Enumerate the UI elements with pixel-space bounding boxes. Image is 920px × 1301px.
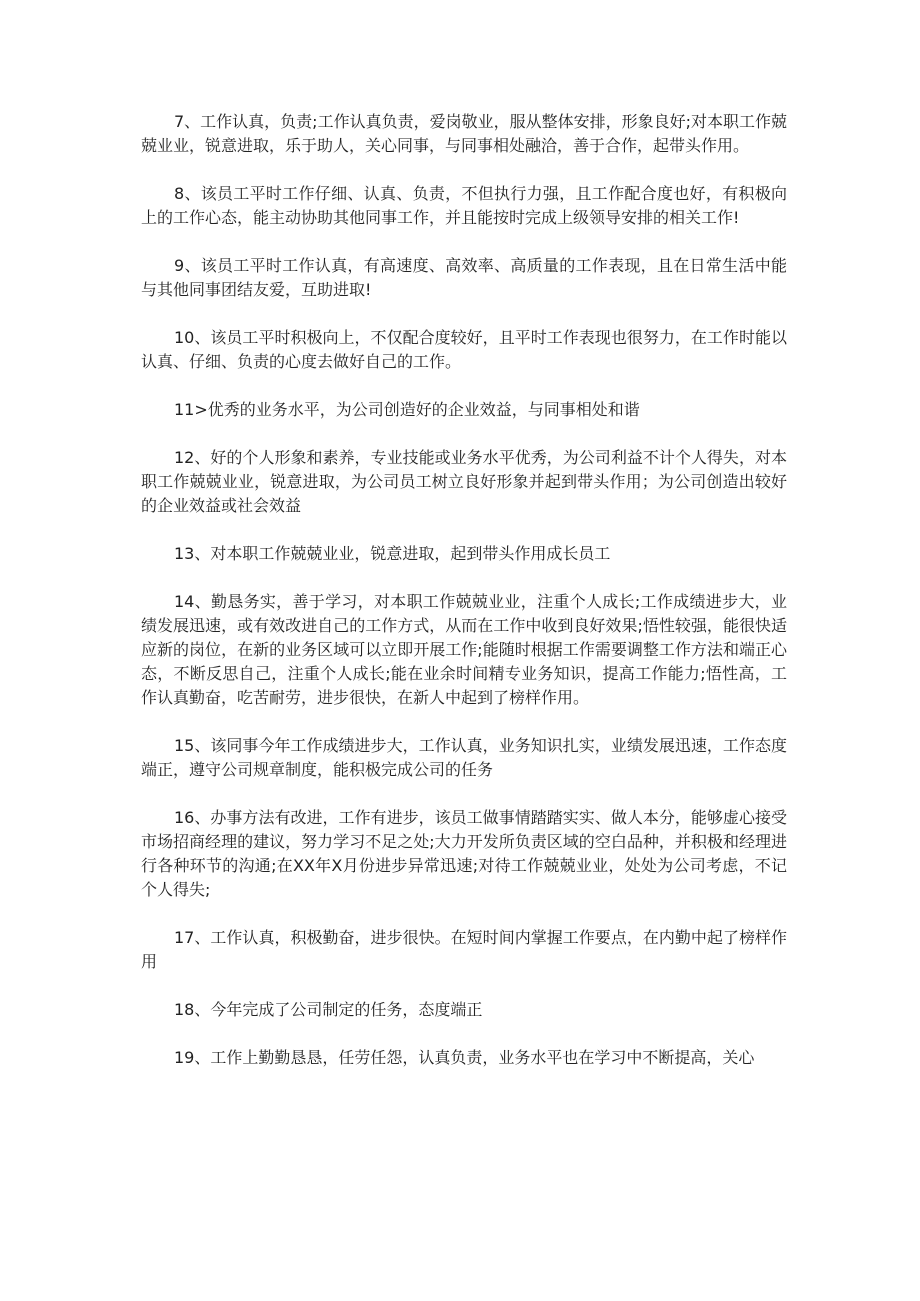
paragraph-7: 7、工作认真，负责;工作认真负责，爱岗敬业，服从整体安排，形象良好;对本职工作兢兢业业，锐意进取，乐于助人，关心同事，与同事相处融洽，善于合作，起带头作用。: [141, 112, 787, 155]
paragraph-12: 12、好的个人形象和素养，专业技能或业务水平优秀，为公司利益不计个人得失，对本职工作兢兢业业，锐意进取，为公司员工树立良好形象并起到带头作用；为公司创造出较好的企业效益或社会效益: [141, 448, 787, 515]
paragraph-19: 19、工作上勤勤恳恳，任劳任怨，认真负责，业务水平也在学习中不断提高，关心: [174, 1048, 755, 1067]
paragraph-17: 17、工作认真，积极勤奋，进步很快。在短时间内掌握工作要点，在内勤中起了榜样作用: [141, 928, 787, 971]
paragraph-18: 18、今年完成了公司制定的任务，态度端正: [174, 1000, 483, 1019]
paragraph-16: 16、办事方法有改进，工作有进步，该员工做事情踏踏实实、做人本分，能够虚心接受市场招商经理的建议，努力学习不足之处;大力开发所负责区域的空白品种，并积极和经理进行各种环节的沟通;在XX年X月份进步异常迅速;对待工作兢兢业业，处处为公司考虑，不记个人得失;: [141, 808, 787, 899]
paragraph-9: 9、该员工平时工作认真，有高速度、高效率、高质量的工作表现，且在日常生活中能与其他同事团结友爱，互助进取!: [141, 256, 787, 299]
paragraph-14: 14、勤恳务实，善于学习，对本职工作兢兢业业，注重个人成长;工作成绩进步大，业绩发展迅速，或有效改进自己的工作方式，从而在工作中收到良好效果;悟性较强，能很快适应新的岗位，在新的业务区域可以立即开展工作;能随时根据工作需要调整工作方法和端正心态，不断反思自己，注重个人成长;能在业余时间精专业务知识，提高工作能力;悟性高，工作认真勤奋，吃苦耐劳，进步很快，在新人中起到了榜样作用。: [141, 592, 787, 707]
paragraph-8: 8、该员工平时工作仔细、认真、负责，不但执行力强，且工作配合度也好，有积极向上的工作心态，能主动协助其他同事工作，并且能按时完成上级领导安排的相关工作!: [141, 184, 787, 227]
paragraph-15: 15、该同事今年工作成绩进步大，工作认真，业务知识扎实，业绩发展迅速，工作态度端正，遵守公司规章制度，能积极完成公司的任务: [141, 736, 787, 779]
paragraph-11: 11>优秀的业务水平，为公司创造好的企业效益，与同事相处和谐: [174, 400, 640, 419]
paragraph-13: 13、对本职工作兢兢业业，锐意进取，起到带头作用成长员工: [174, 544, 611, 563]
document-body: [141, 110, 787, 1094]
paragraph-10: 10、该员工平时积极向上，不仅配合度较好，且平时工作表现也很努力，在工作时能以认真、仔细、负责的心度去做好自己的工作。: [141, 328, 787, 371]
